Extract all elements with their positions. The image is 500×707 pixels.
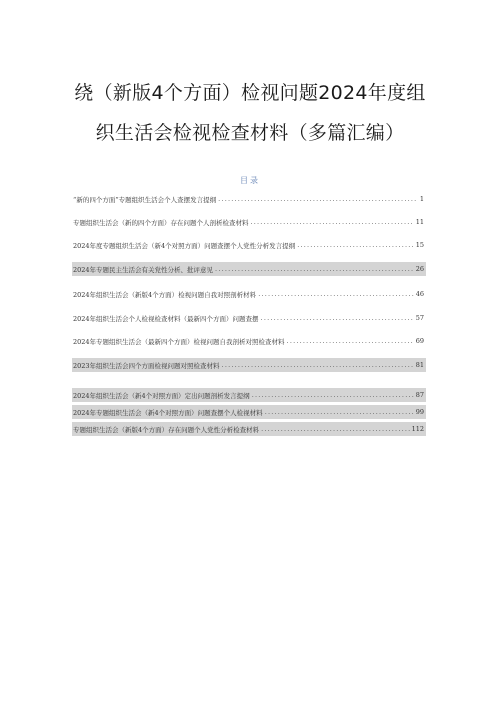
toc-entry-title: 专题组织生活会（新的四个方面）存在问题个人剖析检查材料 xyxy=(73,218,249,227)
toc-entry-title: 2024年组织生活会（新版4个方面）检视问题自我对照剖析材料 xyxy=(73,290,257,299)
toc-leader-dots xyxy=(218,195,418,203)
toc-entry-page: 46 xyxy=(415,290,424,298)
toc-entry[interactable] xyxy=(72,311,426,325)
toc-leader-dots xyxy=(261,314,414,322)
toc-entry[interactable] xyxy=(72,422,426,436)
toc-leader-dots xyxy=(297,241,414,249)
toc-entry-page: 1 xyxy=(419,195,424,203)
toc-leader-dots xyxy=(215,265,414,273)
toc-entry-title: “新的四个方面”专题组织生活会个人查摆发言提纲 xyxy=(73,195,217,204)
toc-entry-title: 2024年专题组织生活会（新4个对照方面）问题查摆个人检视材料 xyxy=(73,408,263,417)
document-title-line-2: 织生活会检视检查材料（多篇汇编） xyxy=(95,122,405,144)
toc-entry-title: 2024年组织生活会个人检视检查材料（最新四个方面）问题查摆 xyxy=(73,314,259,323)
document-title-line-1: 绕（新版4个方面）检视问题2024年度组 xyxy=(74,82,426,104)
toc-entry[interactable] xyxy=(72,405,426,419)
toc-heading: 目录 xyxy=(240,176,260,185)
toc-entry-page: 69 xyxy=(415,337,424,345)
toc-leader-dots xyxy=(222,361,414,369)
toc-entry-title: 专题组织生活会（新版4个方面）存在问题个人党性分析检查材料 xyxy=(73,425,260,434)
toc-entry[interactable] xyxy=(72,358,426,372)
toc-entry[interactable] xyxy=(72,388,426,402)
toc-entry[interactable] xyxy=(72,334,426,348)
toc-entry-title: 2024年专题民主生活会有关党性分析、批评意见 xyxy=(73,265,214,274)
toc-leader-dots xyxy=(265,408,414,416)
toc-leader-dots xyxy=(287,337,414,345)
toc-entry-title: 2024年度专题组织生活会（新4个对照方面）问题查摆个人党性分析发言提纲 xyxy=(73,241,296,250)
toc-entry-title: 2024年组织生活会（新4个对照方面）定出问题剖析发言提纲 xyxy=(73,391,250,400)
toc-entry[interactable] xyxy=(72,215,426,229)
toc-entry-title: 2023年组织生活会四个方面检视问题对照检查材料 xyxy=(73,361,220,370)
toc-entry-page: 11 xyxy=(415,218,424,226)
toc-entry-title: 2024年专题组织生活会（最新四个方面）检视问题自我剖析对照检查材料 xyxy=(73,337,285,346)
toc-leader-dots xyxy=(258,290,414,298)
toc-entry-page: 26 xyxy=(415,265,424,273)
toc-entry[interactable] xyxy=(72,287,426,301)
toc-entry-page: 81 xyxy=(415,361,424,369)
toc-entry-page: 99 xyxy=(415,408,424,416)
toc-entry-page: 57 xyxy=(415,314,424,322)
toc-entry-page: 112 xyxy=(411,425,424,433)
toc-entry[interactable] xyxy=(72,262,426,276)
toc-entry-page: 87 xyxy=(415,391,424,399)
toc-entry[interactable] xyxy=(72,238,426,252)
toc-entry[interactable] xyxy=(72,192,426,206)
toc-entry-page: 15 xyxy=(415,241,424,249)
toc-leader-dots xyxy=(252,391,414,399)
toc-leader-dots xyxy=(251,218,414,226)
toc-leader-dots xyxy=(261,425,409,433)
